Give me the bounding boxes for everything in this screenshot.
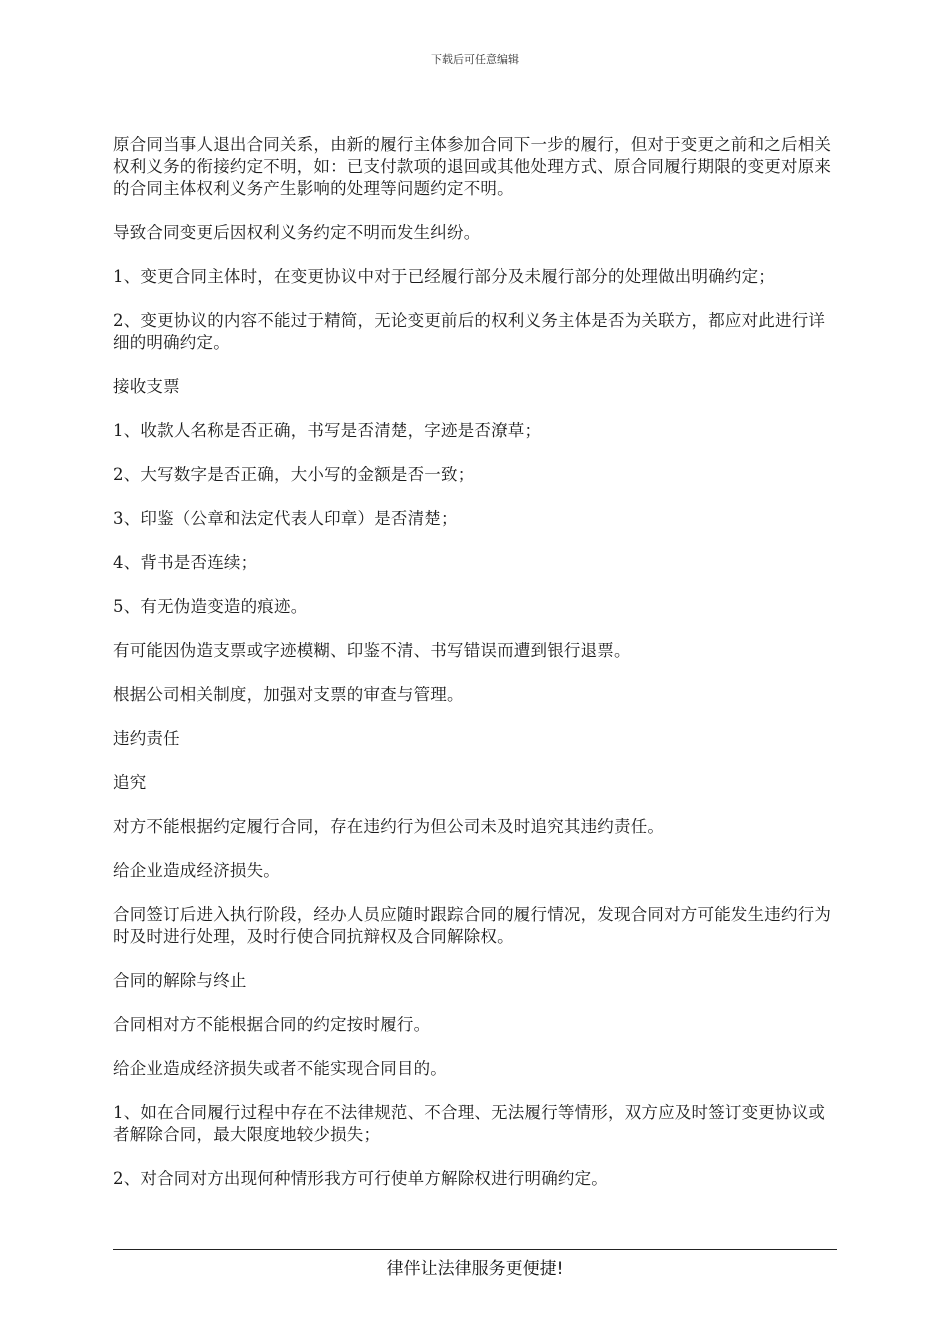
list-item: 1、收款人名称是否正确，书写是否清楚，字迹是否潦草； <box>113 421 542 440</box>
list-item: 5、有无伪造变造的痕迹。 <box>113 597 308 616</box>
list-item: 1、变更合同主体时，在变更协议中对于已经履行部分及未履行部分的处理做出明确约定； <box>113 267 775 286</box>
paragraph: 有可能因伪造支票或字迹模糊、印鉴不清、书写错误而遭到银行退票。 <box>113 641 631 660</box>
document-body <box>113 134 837 1212</box>
page-header: 下载后可任意编辑 <box>431 53 519 66</box>
paragraph: 给企业造成经济损失或者不能实现合同目的。 <box>113 1059 447 1078</box>
paragraph: 对方不能根据约定履行合同，存在违约行为但公司未及时追究其违约责任。 <box>113 817 665 836</box>
list-item: 1、如在合同履行过程中存在不法律规范、不合理、无法履行等情形，双方应及时签订变更协议或者解除合同，最大限度地较少损失； <box>113 1103 826 1144</box>
paragraph: 导致合同变更后因权利义务约定不明而发生纠纷。 <box>113 223 481 242</box>
list-item: 4、背书是否连续； <box>113 553 258 572</box>
paragraph: 根据公司相关制度，加强对支票的审查与管理。 <box>113 685 464 704</box>
paragraph: 原合同当事人退出合同关系，由新的履行主体参加合同下一步的履行，但对于变更之前和之后相关权利义务的衔接约定不明，如：已支付款项的退回或其他处理方式、原合同履行期限的变更对原来的合同主体权利义务产生影响的处理等问题约定不明。 <box>113 135 832 198</box>
footer-divider <box>113 1249 837 1250</box>
paragraph: 合同相对方不能根据合同的约定按时履行。 <box>113 1015 431 1034</box>
section-heading: 合同的解除与终止 <box>113 971 247 990</box>
paragraph: 合同签订后进入执行阶段，经办人员应随时跟踪合同的履行情况，发现合同对方可能发生违约行为时及时进行处理，及时行使合同抗辩权及合同解除权。 <box>113 905 832 946</box>
list-item: 2、对合同对方出现何种情形我方可行使单方解除权进行明确约定。 <box>113 1169 608 1188</box>
list-item: 3、印鉴（公章和法定代表人印章）是否清楚； <box>113 509 458 528</box>
footer-slogan: 律伴让法律服务更便捷! <box>386 1259 564 1279</box>
section-heading: 追究 <box>113 773 147 792</box>
section-heading: 违约责任 <box>113 729 180 748</box>
section-heading: 接收支票 <box>113 377 180 396</box>
list-item: 2、变更协议的内容不能过于精简，无论变更前后的权利义务主体是否为关联方，都应对此进行详细的明确约定。 <box>113 311 826 352</box>
list-item: 2、大写数字是否正确，大小写的金额是否一致； <box>113 465 475 484</box>
paragraph: 给企业造成经济损失。 <box>113 861 280 880</box>
